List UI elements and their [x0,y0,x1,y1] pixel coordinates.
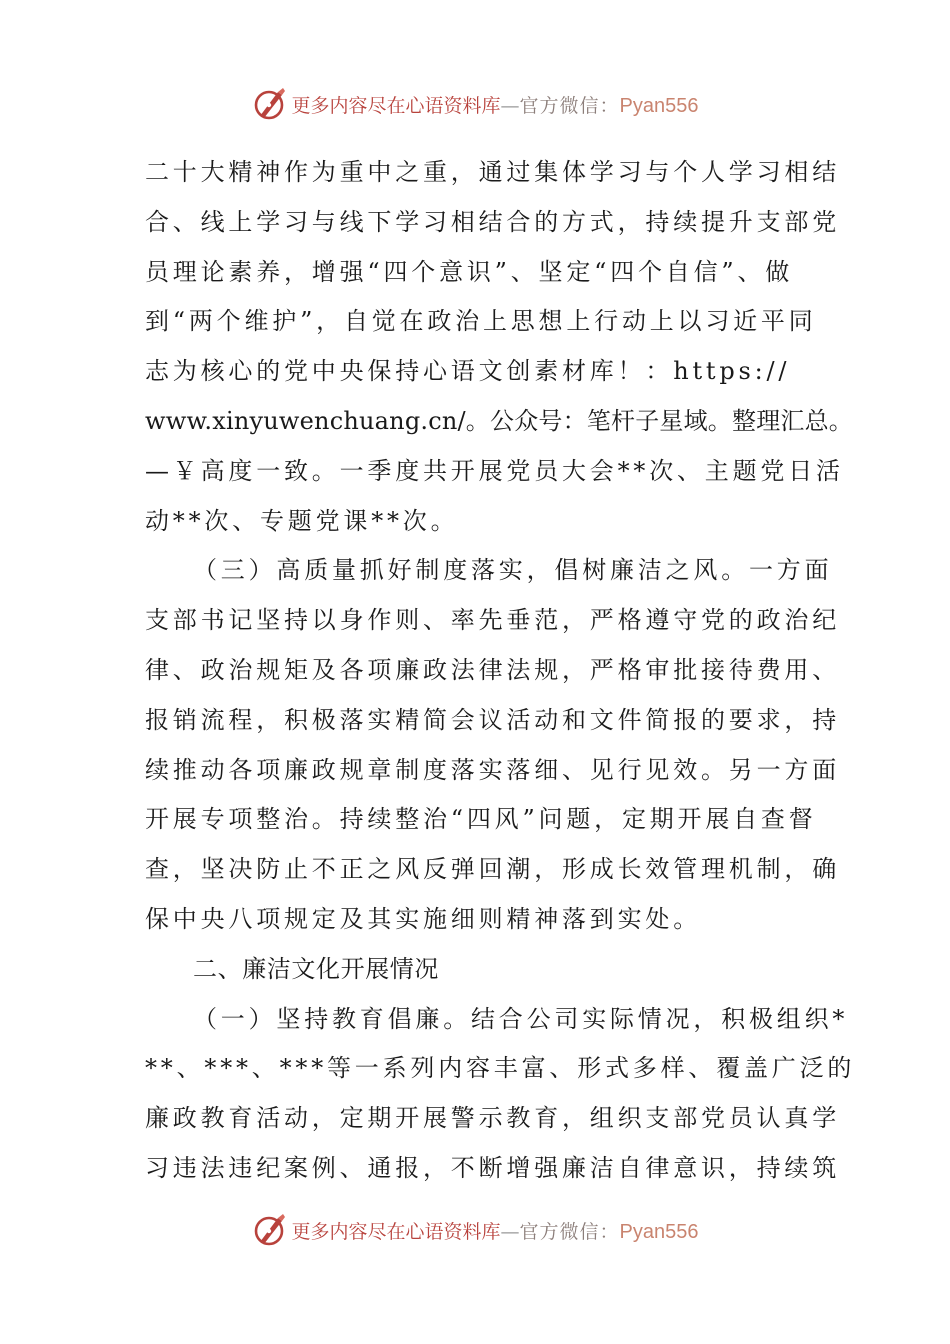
pen-nib-logo-icon [252,86,288,122]
paragraph-start-line: （三）高质量抓好制度落实，倡树廉洁之风。一方面 [193,556,833,585]
body-line: 保中央八项规定及其实施细则精神落到实处。 [145,904,701,933]
header-banner-label: 官方微信： [519,94,620,117]
header-banner-text [292,91,699,118]
body-line: —￥高度一致。一季度共开展党员大会**次、主题党日活 [145,456,844,485]
body-line: www.xinyuwenchuang.cn/。公众号：笔杆子星域。整理汇总。 [145,406,853,435]
paragraph-start-line: （一）坚持教育倡廉。结合公司实际情况，积极组织* [193,1004,849,1033]
body-line: 廉政教育活动，定期开展警示教育，组织支部党员认真学 [145,1104,840,1133]
header-banner [0,84,950,124]
header-banner-prefix: 更多内容尽在心语资料库 [291,94,501,117]
body-line: 律、政治规矩及各项廉政法律法规，严格审批接待费用、 [145,655,840,684]
footer-banner-id: Pyan556 [619,1220,699,1243]
footer-banner-prefix: 更多内容尽在心语资料库 [291,1220,501,1243]
body-line: 到“两个维护”，自觉在政治上思想上行动上以习近平同 [145,307,817,336]
footer-banner-dash: — [500,1220,520,1243]
header-banner-inner [252,86,699,122]
body-line: 续推动各项廉政规章制度落实落细、见行见效。另一方面 [145,755,840,784]
footer-banner-inner [252,1212,699,1248]
body-line: **、***、***等一系列内容丰富、形式多样、覆盖广泛的 [145,1054,856,1083]
pen-nib-logo-icon [252,1212,288,1248]
header-banner-id: Pyan556 [619,94,699,117]
body-line: 习违法违纪案例、通报，不断增强廉洁自律意识，持续筑 [145,1153,840,1182]
body-line: 开展专项整治。持续整治“四风”问题，定期开展自查督 [145,805,817,834]
section-heading: 二、廉洁文化开展情况 [193,954,439,983]
body-line: 报销流程，积极落实精简会议活动和文件简报的要求，持 [145,705,840,734]
footer-banner-text [292,1217,699,1244]
footer-banner [0,1210,950,1250]
body-line: 合、线上学习与线下学习相结合的方式，持续提升支部党 [145,207,840,236]
body-line: 动**次、专题党课**次。 [145,506,459,535]
body-line: 支部书记坚持以身作则、率先垂范，严格遵守党的政治纪 [145,606,840,635]
body-line: 查，坚决防止不正之风反弹回潮，形成长效管理机制，确 [145,855,840,884]
document-body [145,148,856,1194]
body-line: 员理论素养，增强“四个意识”、坚定“四个自信”、做 [145,257,794,286]
header-banner-dash: — [500,94,520,117]
body-line: 二十大精神作为重中之重，通过集体学习与个人学习相结 [145,158,840,186]
body-line: 志为核心的党中央保持心语文创素材库！：https:// [145,357,791,386]
footer-banner-label: 官方微信： [519,1220,620,1243]
